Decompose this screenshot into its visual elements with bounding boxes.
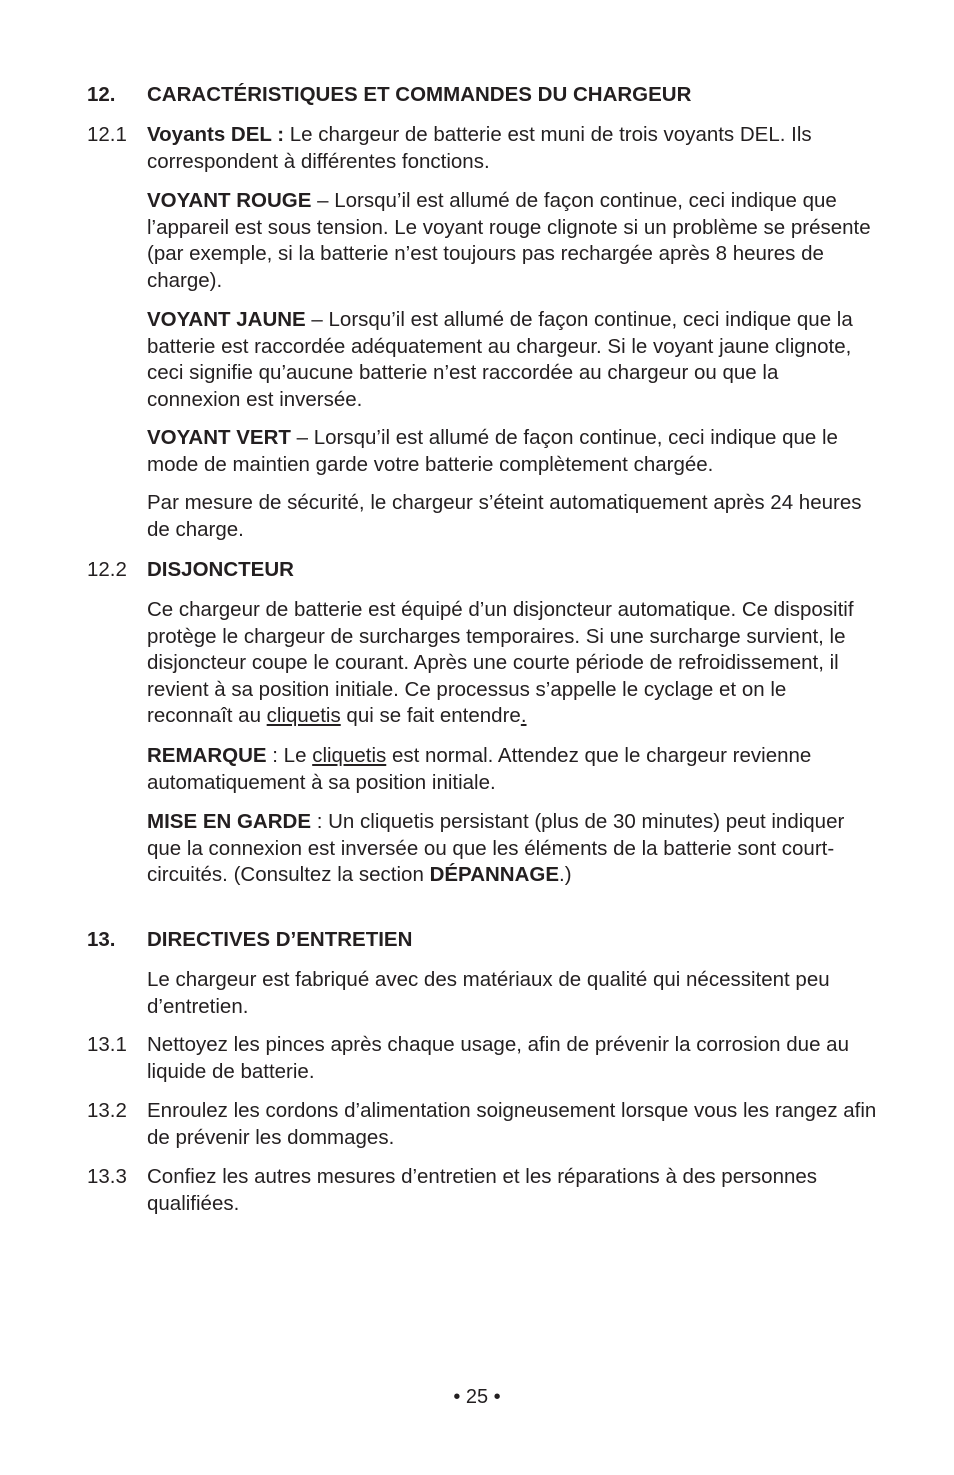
section-13-number: 13. — [87, 928, 116, 951]
section-12-title: CARACTÉRISTIQUES ET COMMANDES DU CHARGEUR — [147, 83, 692, 106]
green-led-text: – Lorsqu’il est allumé de façon continue, ceci indique que le mode de maintien garde votre batterie complètement chargée. — [147, 426, 838, 476]
remark-paragraph — [147, 743, 877, 796]
green-led-paragraph — [147, 425, 877, 478]
section-12-2-number: 12.2 — [87, 558, 127, 581]
safety-note-paragraph: Par mesure de sécurité, le chargeur s’éteint automatiquement après 24 heures de charge. — [147, 491, 862, 541]
remark-label: REMARQUE — [147, 744, 267, 767]
led-label: Voyants DEL : — [147, 123, 285, 146]
section-12-2-title: DISJONCTEUR — [147, 558, 294, 581]
warning-text-a: : Un cliquetis persistant (plus de 30 minutes) peut indiquer que la connexion est inversée ou que les éléments de la batterie sont court-circuités. (Consultez la section — [147, 810, 845, 886]
maintenance-item-1: Nettoyez les pinces après chaque usage, afin de prévenir la corrosion due au liquide de batterie. — [147, 1033, 849, 1083]
maintenance-item-3: Confiez les autres mesures d’entretien et les réparations à des personnes qualifiées. — [147, 1165, 818, 1215]
troubleshooting-reference: DÉPANNAGE — [429, 863, 560, 886]
warning-text-b: .) — [559, 863, 572, 886]
red-led-text: – Lorsqu’il est allumé de façon continue, ceci indique que l’appareil est sous tension. Le voyant rouge clignote si un problème se présente (par exemple, si la batterie n’est toujours pas rechargée après 8 heures de charge). — [147, 189, 871, 292]
led-intro-paragraph — [147, 122, 877, 175]
led-intro-text: Le chargeur de batterie est muni de trois voyants DEL. Ils correspondent à différentes fonctions. — [147, 123, 812, 173]
maintenance-item-2: Enroulez les cordons d’alimentation soigneusement lorsque vous les rangez afin de prévenir les dommages. — [147, 1099, 877, 1149]
red-led-paragraph — [147, 188, 877, 294]
remark-cliquetis-term: cliquetis — [312, 744, 387, 767]
yellow-led-paragraph — [147, 307, 877, 413]
breaker-text-b: qui se fait entendre — [340, 704, 521, 727]
remark-text-b: est normal. Attendez que le chargeur revienne automatiquement à sa position initiale. — [147, 744, 812, 794]
warning-paragraph — [147, 809, 877, 889]
breaker-paragraph — [147, 597, 877, 730]
green-led-label: VOYANT VERT — [147, 426, 291, 449]
maintenance-intro-paragraph: Le chargeur est fabriqué avec des matériaux de qualité qui nécessitent peu d’entretien. — [147, 968, 830, 1018]
yellow-led-label: VOYANT JAUNE — [147, 308, 306, 331]
page-number: • 25 • — [453, 1386, 501, 1408]
remark-text-a: : Le — [266, 744, 313, 767]
section-12-number: 12. — [87, 83, 116, 106]
section-13-2-number: 13.2 — [87, 1099, 127, 1122]
breaker-period: . — [520, 704, 527, 727]
yellow-led-text: – Lorsqu’il est allumé de façon continue, ceci indique que la batterie est raccordée adéquatement au chargeur. Si le voyant jaune clignote, ceci signifie qu’aucune batterie n’est raccordée au chargeur ou que la connexion est inversée. — [147, 308, 853, 411]
red-led-label: VOYANT ROUGE — [147, 189, 312, 212]
section-13-3-number: 13.3 — [87, 1165, 127, 1188]
section-13-1-number: 13.1 — [87, 1033, 127, 1056]
section-12-1-number: 12.1 — [87, 123, 127, 146]
warning-label: MISE EN GARDE — [147, 810, 312, 833]
section-13-title: DIRECTIVES D’ENTRETIEN — [147, 928, 413, 951]
breaker-text-a: Ce chargeur de batterie est équipé d’un disjoncteur automatique. Ce dispositif protège le chargeur de surcharges temporaires. Si une surcharge survient, le disjoncteur coupe le courant. Après une courte période de refroidissement, il revient à sa position initiale. Ce processus s’appelle le cyclage et on le reconnaît au — [147, 598, 854, 727]
breaker-cliquetis-term: cliquetis — [266, 704, 341, 727]
